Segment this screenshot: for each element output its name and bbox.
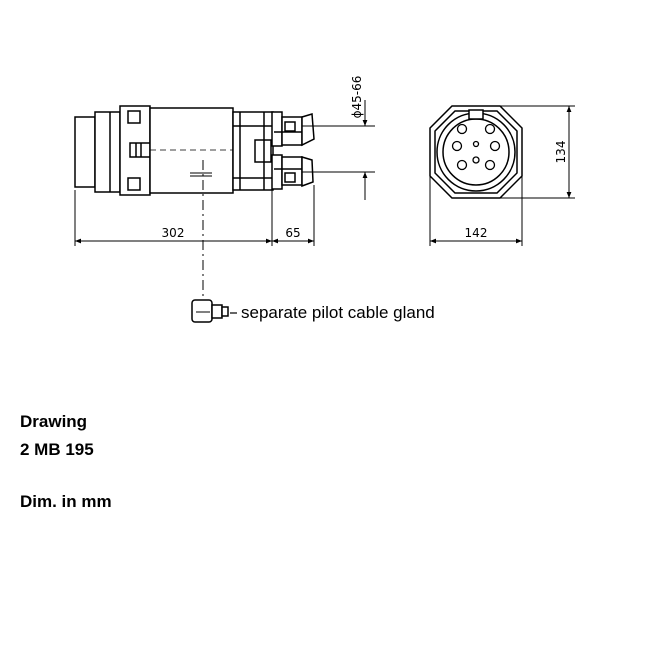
rear-cap [75, 117, 95, 187]
pilot-cable-gland-icon [192, 300, 228, 322]
caption-drawing-number: 2 MB 195 [20, 440, 94, 459]
dim-width-label: 142 [464, 226, 488, 240]
front-housing [430, 106, 522, 198]
pilot-note: separate pilot cable gland [241, 303, 435, 322]
dim-65-label: 65 [285, 226, 301, 240]
front-view [430, 106, 522, 198]
dim-diameter [302, 100, 375, 200]
side-view [75, 106, 314, 195]
dim-lengths [75, 185, 314, 246]
caption-title: Drawing [20, 412, 88, 431]
rear-flange [95, 106, 152, 195]
coupling-section [233, 112, 273, 190]
dim-diameter-label: ϕ45-66 [350, 75, 364, 119]
connector-head-upper [272, 112, 314, 146]
dim-height-label: 134 [554, 140, 568, 164]
main-body [150, 108, 233, 193]
key-notch [469, 110, 483, 119]
dim-302-label: 302 [161, 226, 185, 240]
caption-units: Dim. in mm [20, 492, 112, 511]
